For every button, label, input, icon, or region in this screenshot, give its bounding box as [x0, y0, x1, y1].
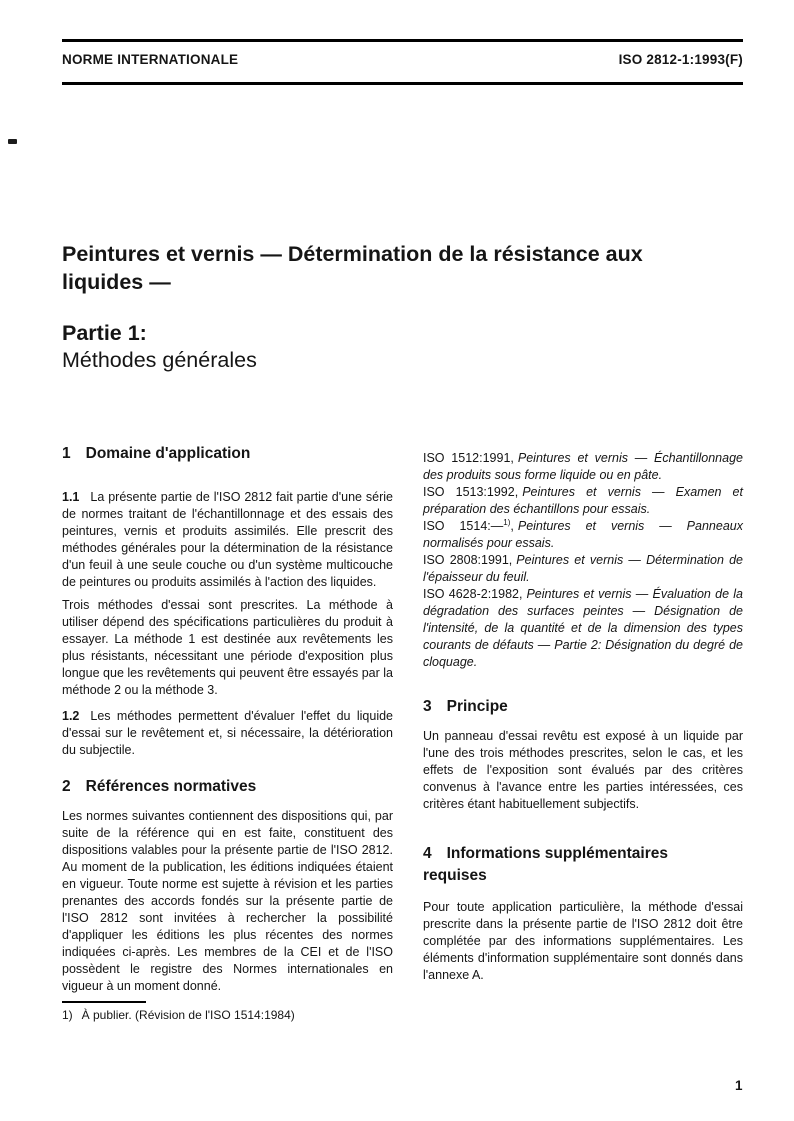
paragraph-methods: Trois méthodes d'essai sont prescrites. La méthode à utiliser dépend des spécifications particulières du produit à essayer. La méthode 1 est destinée aux revêtements les plus résistants, nécessitant une période d'exposition plus longue que les revêtements qui peuvent être essayés par la méthode 2 ou la méthode 3. — [62, 598, 393, 697]
paragraph-1-1 — [62, 489, 393, 591]
header-rule-top — [62, 39, 743, 42]
reference-footnote-ref: 1) — [503, 517, 511, 527]
section-4-number: 4 — [423, 845, 432, 862]
reference-code: ISO 2808:1991, — [423, 553, 513, 567]
section-1-title: Domaine d'application — [85, 445, 251, 462]
footnote-separator-rule — [62, 1001, 146, 1003]
reference-iso-1513 — [423, 484, 743, 518]
section-1-heading — [62, 444, 393, 463]
paragraph-1-2 — [62, 708, 393, 759]
page-number: 1 — [735, 1078, 743, 1093]
paragraph-supplementary-info: Pour toute application particulière, la méthode d'essai prescrite dans la présente partie de l'ISO 2812 doit être complétée par des informations supplémentaires. Les éléments d'information supplémentaire sont donnés dans l'annexe A. — [423, 900, 743, 982]
footnote-text: À publier. (Révision de l'ISO 1514:1984) — [81, 1008, 295, 1022]
section-4-title: Informations supplémentaires requises — [423, 845, 668, 884]
reference-code: ISO 1513:1992, — [423, 485, 519, 499]
left-column — [62, 444, 393, 1023]
header-rule-bottom — [62, 82, 743, 85]
reference-iso-2808 — [423, 552, 743, 586]
section-3-number: 3 — [423, 698, 432, 715]
page-header — [62, 52, 743, 67]
reference-title: Peintures et vernis — Évaluation de la dégradation des surfaces peintes — Désignation de l'intensité, de la quantité et de la dimension des types courants de défauts — Partie 2: Désignation du degré de cloquage. — [423, 587, 743, 669]
footnote — [62, 1008, 393, 1023]
reference-title: Peintures et vernis — Détermination de l'épaisseur du feuil. — [423, 553, 743, 584]
paragraph-normative-references: Les normes suivantes contiennent des dispositions qui, par suite de la référence qui en est faite, constituent des dispositions valables pour la présente partie de l'ISO 2812. Au moment de la publication, les éditions indiquées étaient en vigueur. Toute norme est sujette à révision et les parties prenantes des accords fondés sur la présente partie de l'ISO 2812 sont invitées à rechercher la possibilité d'appliquer les éditions les plus récentes des normes indiquées ci-après. Les membres de la CEI et de l'ISO possèdent le registre des Normes internationales en vigueur à un moment donné. — [62, 809, 393, 993]
footnote-marker: 1) — [62, 1008, 73, 1022]
paragraph-principle: Un panneau d'essai revêtu est exposé à un liquide par l'une des trois méthodes prescrites, selon le cas, et les effets de l'exposition sont évalués par des critères convenus à l'avance entre les parties intéressées, ces critères étant habituellement subjectifs. — [423, 729, 743, 811]
part-label: Partie 1: — [62, 321, 147, 345]
reference-iso-1512 — [423, 450, 743, 484]
clause-1-2-label: 1.2 — [62, 709, 80, 723]
reference-title: Peintures et vernis — Examen et préparation des échantillons pour essais. — [423, 485, 743, 516]
reference-title: Peintures et vernis — Échantillonnage des produits sous forme liquide ou en pâte. — [423, 451, 743, 482]
reference-iso-4628-2 — [423, 586, 743, 671]
reference-iso-1514 — [423, 518, 743, 552]
section-1-number: 1 — [62, 445, 71, 462]
part-name: Méthodes générales — [62, 348, 257, 372]
section-4-heading — [423, 843, 723, 887]
reference-code: ISO 4628-2:1982, — [423, 587, 523, 601]
right-column — [423, 450, 743, 984]
clause-1-2-text: Les méthodes permettent d'évaluer l'effet du liquide d'essai sur le revêtement et, si nécessaire, la détérioration du subjectile. — [62, 709, 393, 757]
document-title: Peintures et vernis — Détermination de la résistance aux liquides — — [62, 242, 643, 294]
section-2-title: Références normatives — [85, 778, 257, 795]
clause-1-1-text: La présente partie de l'ISO 2812 fait partie d'une série de normes traitant de l'échantillonnage et des essais des peintures, vernis et produits assimilés. Elle prescrit des méthodes générales pour la détermination de la résistance d'un feuil à une seule couche ou d'un système multicouche de peintures ou produits assimilés à l'action des liquides. — [62, 490, 393, 589]
reference-code-suffix: , — [510, 519, 514, 533]
title-block — [62, 240, 682, 373]
section-2-number: 2 — [62, 778, 71, 795]
reference-code: ISO 1512:1991, — [423, 451, 514, 465]
section-3-heading — [423, 697, 743, 716]
reference-title: Peintures et vernis — Panneaux normalisés pour essais. — [423, 519, 743, 550]
section-2-heading — [62, 777, 393, 796]
header-document-type: NORME INTERNATIONALE — [62, 52, 239, 67]
section-3-title: Principe — [446, 698, 508, 715]
clause-1-1-label: 1.1 — [62, 490, 80, 504]
scan-artifact-dash — [8, 139, 17, 144]
header-document-reference: ISO 2812-1:1993(F) — [618, 52, 743, 67]
reference-code: ISO 1514:— — [423, 519, 504, 533]
